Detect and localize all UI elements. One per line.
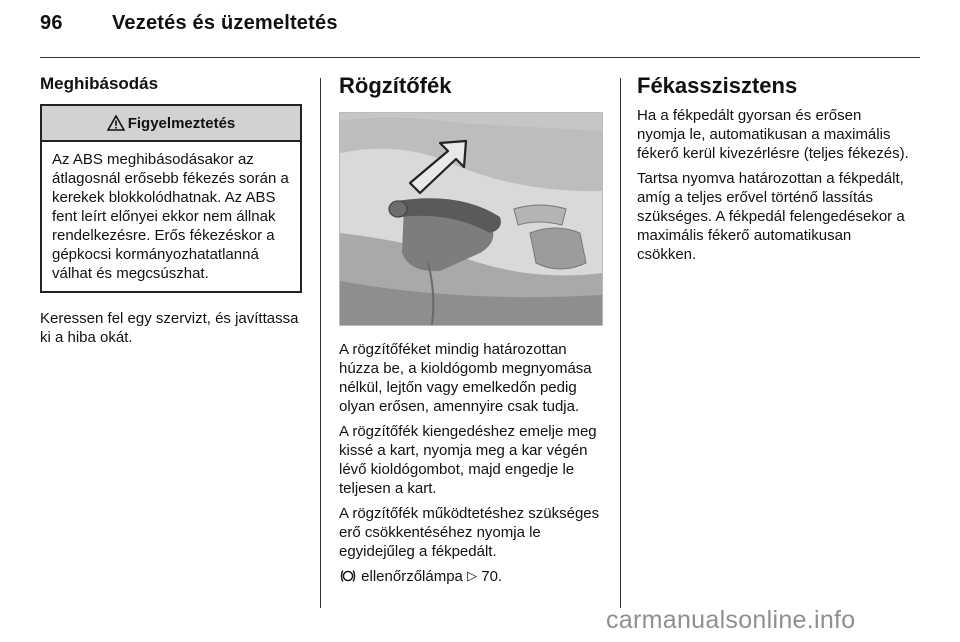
column-divider-2 bbox=[620, 78, 621, 608]
section-heading-fault: Meghibásodás bbox=[40, 74, 159, 93]
warning-title: Figyelmeztetés bbox=[127, 114, 236, 132]
parking-brake-paragraph-3: A rögzítőfék működtetéshez szükséges erő csökkentéséhez nyomja le egyidejűleg a fékpedált. bbox=[339, 505, 600, 560]
warning-box bbox=[40, 104, 302, 293]
parking-brake-illustration bbox=[339, 112, 603, 326]
page-number: 96 bbox=[40, 12, 63, 34]
header-rule bbox=[40, 57, 920, 58]
warning-triangle-icon bbox=[107, 115, 125, 131]
section-heading-parking-brake: Rögzítőfék bbox=[339, 73, 452, 98]
column-divider-1 bbox=[320, 78, 321, 608]
warning-text: Az ABS meghibásodásakor az átlagosnál erősebb fékezés során a kerekek blokkolódhatnak. Az ABS fent leírt előnyei ekkor nem állnak rendelkezésre. Erős fékezéskor a gépkocsi kormányozhatatlanná válhat és megcsúszhat. bbox=[52, 151, 289, 282]
page-reference-arrow-icon: ▷ bbox=[467, 568, 478, 583]
lamp-label: ellenőrzőlámpa bbox=[361, 568, 463, 585]
warning-header bbox=[42, 106, 300, 142]
column-brake-assist bbox=[637, 72, 913, 264]
watermark: carmanualsonline.info bbox=[606, 606, 856, 634]
parking-brake-paragraph-1: A rögzítőféket mindig határozottan húzza be, a kioldógomb megnyomása nélkül, lejtőn vagy emelkedőn pedig olyan erősen, amennyire csak tudja. bbox=[339, 341, 592, 415]
parking-brake-paragraph-2: A rögzítőfék kiengedéshez emelje meg kissé a kart, nyomja meg a kar végén lévő kioldógombot, majd engedje le teljesen a kart. bbox=[339, 423, 597, 497]
fault-paragraph: Keressen fel egy szervizt, és javíttassa ki a hiba okát. bbox=[40, 310, 299, 346]
lamp-reference-line bbox=[339, 567, 601, 586]
column-abs-fault bbox=[40, 72, 302, 347]
brake-assist-paragraph-2: Tartsa nyomva határozottan a fékpedált, amíg a teljes erővel történő lassítás szükséges. A fékpedál felengedésekor a maximális fékerő automatikusan csökken. bbox=[637, 170, 905, 263]
brake-warning-lamp-icon bbox=[339, 568, 357, 584]
brake-assist-paragraph-1: Ha a fékpedált gyorsan és erősen nyomja le, automatikusan a maximális fékerő kerül kivezérlésre (teljes fékezés). bbox=[637, 107, 909, 162]
page-title: Vezetés és üzemeltetés bbox=[112, 12, 338, 34]
section-heading-brake-assist: Fékasszisztens bbox=[637, 73, 798, 98]
page-header bbox=[40, 12, 338, 35]
column-parking-brake bbox=[339, 72, 601, 586]
lamp-reference-page: 70. bbox=[481, 568, 503, 585]
